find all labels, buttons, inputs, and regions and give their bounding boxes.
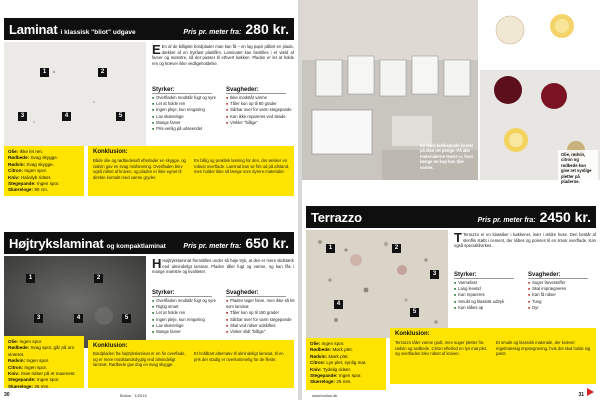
list-item: ■ Mange farver [152, 120, 224, 126]
fact-row: Stegepande: Ingen spor. [310, 373, 362, 379]
stain-marker: 2 [94, 274, 103, 283]
list-item: ■ Let at holde ren [152, 101, 224, 107]
list-item: ■ Rigtig smart [152, 304, 224, 310]
stain-marker: 1 [326, 244, 335, 253]
terrazzo-minus-heading: Svagheder: [528, 272, 588, 279]
conclusion-text: Bordpladen fra højtrykslaminat er en fin overflade, og er mere modstandsdygtig end almindeligt laminat. Rødbede gav dog en svag skygge. [93, 351, 186, 368]
fact-row: Skæreloge: 25 mm. [8, 383, 50, 389]
fact-row: Kniv: Tydelig ridser. [310, 366, 352, 372]
hoejtryk-price-label: Pris pr. meter fra: [183, 243, 242, 250]
list-item: ■ Overfladen modstår fugt og syre [152, 298, 224, 304]
laminat-minus-list [226, 95, 296, 126]
list-item: ■ Ingen pleje, kun rengøring [152, 107, 224, 113]
laminat-test-facts [4, 146, 84, 196]
list-item: ■ Kan ikke repareres ved skade [226, 114, 296, 120]
list-item: ■ Tung [528, 299, 598, 305]
list-item: ■ Lav skæreloge [152, 114, 224, 120]
hoejtryk-intro: H Højtrykslaminat fremstilles under så høje tryk, at den er mere slidstærk end almindeligt laminat. Pladen tåler fugt og varme, og kan fås i mange mønstre og kvaliteter. [152, 256, 294, 275]
list-item: ■ Sårbar over for varm stegepande [226, 317, 296, 323]
list-item: ■ Kan få ridser [528, 292, 598, 298]
laminat-plus-list [152, 95, 224, 132]
hoejtryk-sample-image [4, 256, 146, 348]
fact-row: Kniv: Halvdyb ridset. [8, 174, 52, 180]
hoejtryk-title: Højtrykslaminat [9, 236, 104, 251]
stain-marker: 2 [392, 244, 401, 253]
stain-marker: 3 [430, 270, 439, 279]
left-page [0, 0, 298, 400]
stain-marker: 5 [122, 314, 131, 323]
list-item: ■ Dyr [528, 305, 598, 311]
terrazzo-title: Terrazzo [311, 210, 362, 225]
conclusion-text: En billig og praktisk løsning for den, der ønsker en robust overflade. Laminat kan se fint ud på afstand, men holder ikke så længe som dyrere materialer. [194, 158, 290, 175]
laminat-intro: E En af de billigste bordplader man kan få – en lag papir påført en plade, dækket af en trykfast plastfilm. Laminatet kan bestilles i et væld af farver og mønstre, så det passer til ethvert køkken. Pladen er let at holde ren og kræver ikke vedligeholdelse. [152, 42, 294, 66]
stain-marker: 4 [334, 300, 343, 309]
hoejtryk-plus-heading: Styrker: [152, 290, 212, 297]
hoejtryk-header [4, 232, 294, 254]
laminat-price: 280 kr. [245, 21, 289, 37]
fact-row: Rødvin: Svag skygge. [8, 161, 54, 167]
list-item: ■ Lav skæreloge [152, 323, 224, 329]
page-number: 30 [4, 392, 10, 398]
hoejtryk-minus-list [226, 298, 296, 335]
list-item: ■ Vinkler "billige" [226, 120, 296, 126]
conclusion-text: Terrazzo tåler varme godt, men suger pletter fra rødvin og rødbede. Citron efterlod en lys mat plet, og overfladen blev ridset af kniven. [395, 340, 488, 357]
list-item: ■ Ikke modstår varme [226, 95, 296, 101]
stain-marker: 4 [74, 314, 83, 323]
laminat-plus-heading: Styrker: [152, 87, 212, 94]
list-item: ■ Sårbar over for varm stegepande [226, 107, 296, 113]
fact-row: Stegepande: Ingen spor. [8, 377, 60, 383]
fact-row: Rødbede: Mørk plet. [310, 347, 353, 353]
terrazzo-header [306, 206, 596, 228]
fact-row: Citron: Ingen spor. [8, 364, 48, 370]
fact-row: Skæreloge: 90 cm. [8, 187, 49, 193]
conclusion-text: Et holdbart alternativ til almindeligt laminat, til en pris der stadig er overkommelig for de fleste. [194, 351, 284, 362]
list-item: ■ Overfladen modstår fugt og syre [152, 95, 224, 101]
stains-photo [480, 0, 600, 185]
laminat-title: Laminat [9, 22, 58, 37]
conclusion-label: Konklusion: [93, 149, 128, 155]
hoejtryk-plus-list [152, 298, 224, 335]
page-number: 31 [578, 392, 584, 398]
photo-caption: En hård kokkeplade koster på ikke ret penge. På alle materialerne testet vi, hvor længe en kop kan tåle varme. [420, 143, 474, 170]
fact-row: Olie: Ikke let ren. [8, 149, 44, 154]
laminat-conclusion [88, 146, 294, 196]
fact-row: Stegepande: Ingen spor. [8, 181, 60, 187]
footer-text: Bolius · 1/2015 [120, 393, 147, 398]
conclusion-text: Et smukt og klassisk materiale, der kræver regelmæssig imprægnering, hvis det skal holde sig pænt. [496, 340, 591, 357]
conclusion-label: Konklusion: [395, 331, 430, 337]
list-item: ■ Skal ved ridser udskiftes [226, 323, 296, 329]
laminat-subtitle: i klassisk "bliot" udgave [60, 29, 136, 36]
stain-marker: 3 [34, 314, 43, 323]
fact-row: Olie: Ingen spor. [310, 341, 345, 346]
fact-row: Rødvin: Ingen spor. [8, 358, 50, 364]
fact-row: Skæreloge: 25 mm. [310, 379, 352, 385]
list-item: ■ Pladen tager farve, men ikke så let som laminat [226, 298, 296, 310]
laminat-header [4, 18, 294, 40]
list-item: ■ Pris-venlig på udseendet [152, 126, 224, 132]
terrazzo-minus-list [528, 280, 598, 311]
conclusion-text: Både olie og rødbedesaft efterlader en skygge, og rødvin gav en svag misfarvning. Overfladen blev også ridset af kniven, og pladen er ikke egnet til direkte kontakt med varme gryder. [93, 158, 186, 180]
stain-marker: 1 [26, 274, 35, 283]
list-item: ■ Smukt og klassisk udtryk [454, 299, 526, 305]
fact-row: Olie: Ingen spor. [8, 339, 43, 344]
list-item: ■ Vinker slidt "billige" [226, 329, 296, 335]
fact-row: Kniv: Svæ ridser på et maxmest. [8, 371, 76, 377]
list-item: ■ Ingen pleje, kun rengøring [152, 317, 224, 323]
list-item: ■ Tåler kun op til 180 grader [226, 310, 296, 316]
fact-row: Citron: Ingen spor. [8, 168, 48, 174]
hoejtryk-minus-heading: Svagheder: [226, 290, 286, 297]
list-item: ■ Mange farver [152, 329, 224, 335]
terrazzo-price: 2450 kr. [539, 209, 591, 225]
stain-marker: 5 [116, 112, 125, 121]
list-item: ■ Suger farvestoffer [528, 280, 598, 286]
list-item: ■ Tåler kun op til 80 grader [226, 101, 296, 107]
photo-caption: Olie, rødvin, citron og rødbede kan give ret synlige pletter på pladerne. [558, 150, 598, 186]
right-page [302, 0, 600, 400]
terrazzo-sample-image [306, 230, 448, 338]
terrazzo-test-facts [306, 338, 386, 390]
list-item: ■ Varmefast [454, 280, 526, 286]
terrazzo-price-label: Pris pr. meter fra: [477, 217, 536, 224]
laminat-price-label: Pris pr. meter fra: [183, 29, 242, 36]
hoejtryk-texture [4, 256, 146, 348]
next-page-arrow-icon[interactable] [587, 388, 594, 396]
list-item: ■ Skal imprægneres [528, 286, 598, 292]
hoejtryk-subtitle: og kompaktlaminat [106, 243, 166, 250]
list-item: ■ Kan repareres [454, 292, 526, 298]
fact-row: Rødvin: Mørk plet. [310, 353, 349, 359]
list-item: ■ Let at holde ren [152, 310, 224, 316]
laminat-texture [4, 42, 146, 146]
terrazzo-intro: T Terrazzo er en klassiker i køkkener, især i ældre huse. Den består af stenflis støbt i cement, der slibes og poleres til en smuk overflade. Kan også specialtilvirkes. [454, 230, 596, 249]
fact-row: Rødbede: Svag spor, går på om vinteret. [8, 345, 75, 357]
stain-marker: 2 [98, 68, 107, 77]
hoejtryk-conclusion [88, 340, 294, 388]
terrazzo-plus-heading: Styrker: [454, 272, 514, 279]
mugs-photo [302, 0, 478, 180]
terrazzo-conclusion [390, 328, 596, 384]
list-item: ■ Lang levetid [454, 286, 526, 292]
hoejtryk-price: 650 kr. [245, 235, 289, 251]
stain-marker: 4 [62, 112, 71, 121]
laminat-sample-image [4, 42, 146, 146]
stain-marker: 5 [410, 308, 419, 317]
footer-text: www.bolius.dk [312, 393, 338, 398]
laminat-minus-heading: Svagheder: [226, 87, 286, 94]
conclusion-label: Konklusion: [93, 343, 128, 349]
fact-row: Rødbede: Svag skygge. [8, 155, 59, 161]
terrazzo-plus-list [454, 280, 526, 311]
stain-marker: 3 [18, 112, 27, 121]
hoejtryk-test-facts [4, 336, 84, 388]
fact-row: Citron: Lys plet, synlig mat. [310, 360, 367, 366]
list-item: ■ Kan slibes op [454, 305, 526, 311]
stain-marker: 1 [40, 68, 49, 77]
